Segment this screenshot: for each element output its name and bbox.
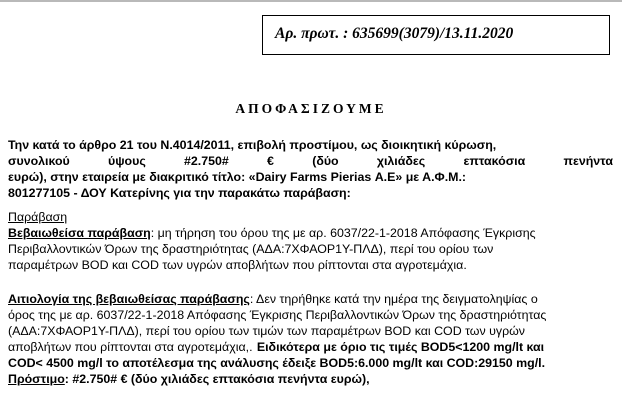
intro-line-1: Την κατά το άρθρο 21 του Ν.4014/2011, επιβολή προστίμου, ως διοικητική κύρωση,: [8, 138, 497, 152]
violation-line-2: Περιβαλλοντικών Όρων της δραστηριότητας (ΑΔΑ:7ΧΦΑΟΡ1Υ-ΠΛΔ), περί του ορίου των: [8, 242, 494, 256]
intro-word: χιλιάδες: [376, 154, 426, 168]
justification-line-4: [8, 339, 613, 355]
violation-heading-line: [8, 209, 613, 225]
intro-word: συνολικού: [8, 154, 70, 168]
reference-number-box: [262, 15, 610, 55]
reference-number: Αρ. πρωτ. : 635699(3079)/13.11.2020: [275, 25, 514, 42]
intro-line-3: ευρώ), στην εταιρεία με διακριτικό τίτλο: «Dairy Farms Pierias Α.Ε» με Α.Φ.Μ.:: [8, 170, 467, 184]
justification-text: : Δεν τηρήθηκε κατά την ημέρα της δειγματοληψίας ο: [249, 292, 538, 306]
justification-line-3: (ΑΔΑ:7ΧΦΑΟΡ1Υ-ΠΛΔ), περί του ορίου των τιμών των παραμέτρων BOD και COD των υγρών: [8, 324, 525, 338]
violation-heading: Παράβαση: [8, 210, 68, 224]
fine-line: [8, 371, 613, 387]
intro-word: επτακόσια: [463, 154, 526, 168]
page-edge: [0, 0, 622, 2]
justification-line-2: όρος της με αρ. 6037/22-1-2018 Απόφασης Έγκρισης Περιβαλλοντικών Όρων της δραστηριότητας: [8, 308, 547, 322]
intro-line-2: [8, 153, 613, 169]
decision-title: ΑΠΟΦΑΣΙΖΟΥΜΕ: [235, 101, 387, 116]
justification-limits: Ειδικότερα με όριο τις τιμές BOD5<1200 mg/lt και: [256, 340, 545, 354]
justification-text-plain: αποβλήτων που ρίπτονται στα αγροτεμάχια,.: [8, 340, 253, 354]
intro-word: (δύο: [312, 154, 339, 168]
violation-line-3: παραμέτρων BOD και COD των υγρών αποβλήτων που ρίπτονται στα αγροτεμάχια.: [8, 258, 467, 272]
fine-label: Πρόστιμο: [8, 372, 65, 386]
justification-label: Αιτιολογία της βεβαιωθείσας παράβασης: [8, 292, 250, 306]
intro-word: €: [267, 154, 274, 168]
intro-word: #2.750#: [184, 154, 229, 168]
violation-line-1: [8, 225, 613, 241]
intro-word: ύψους: [108, 154, 146, 168]
intro-line-4: 801277105 - ΔΟΥ Κατερίνης για την παρακάτω παράβαση:: [8, 186, 351, 200]
intro-word: πενήντα: [563, 154, 613, 168]
justification-line-1: [8, 291, 613, 307]
violation-label: Βεβαιωθείσα παράβαση: [8, 226, 151, 240]
violation-text: : μη τήρηση του όρου της με αρ. 6037/22-1-2018 Απόφασης Έγκρισης: [150, 226, 536, 240]
justification-line-5: COD< 4500 mg/l το αποτέλεσμα της ανάλυσης έδειξε BOD5:6.000 mg/lt και COD:29150 mg/l.: [8, 356, 546, 370]
fine-amount: : #2.750# € (δύο χιλιάδες επτακόσια πενήντα ευρώ),: [64, 372, 370, 386]
